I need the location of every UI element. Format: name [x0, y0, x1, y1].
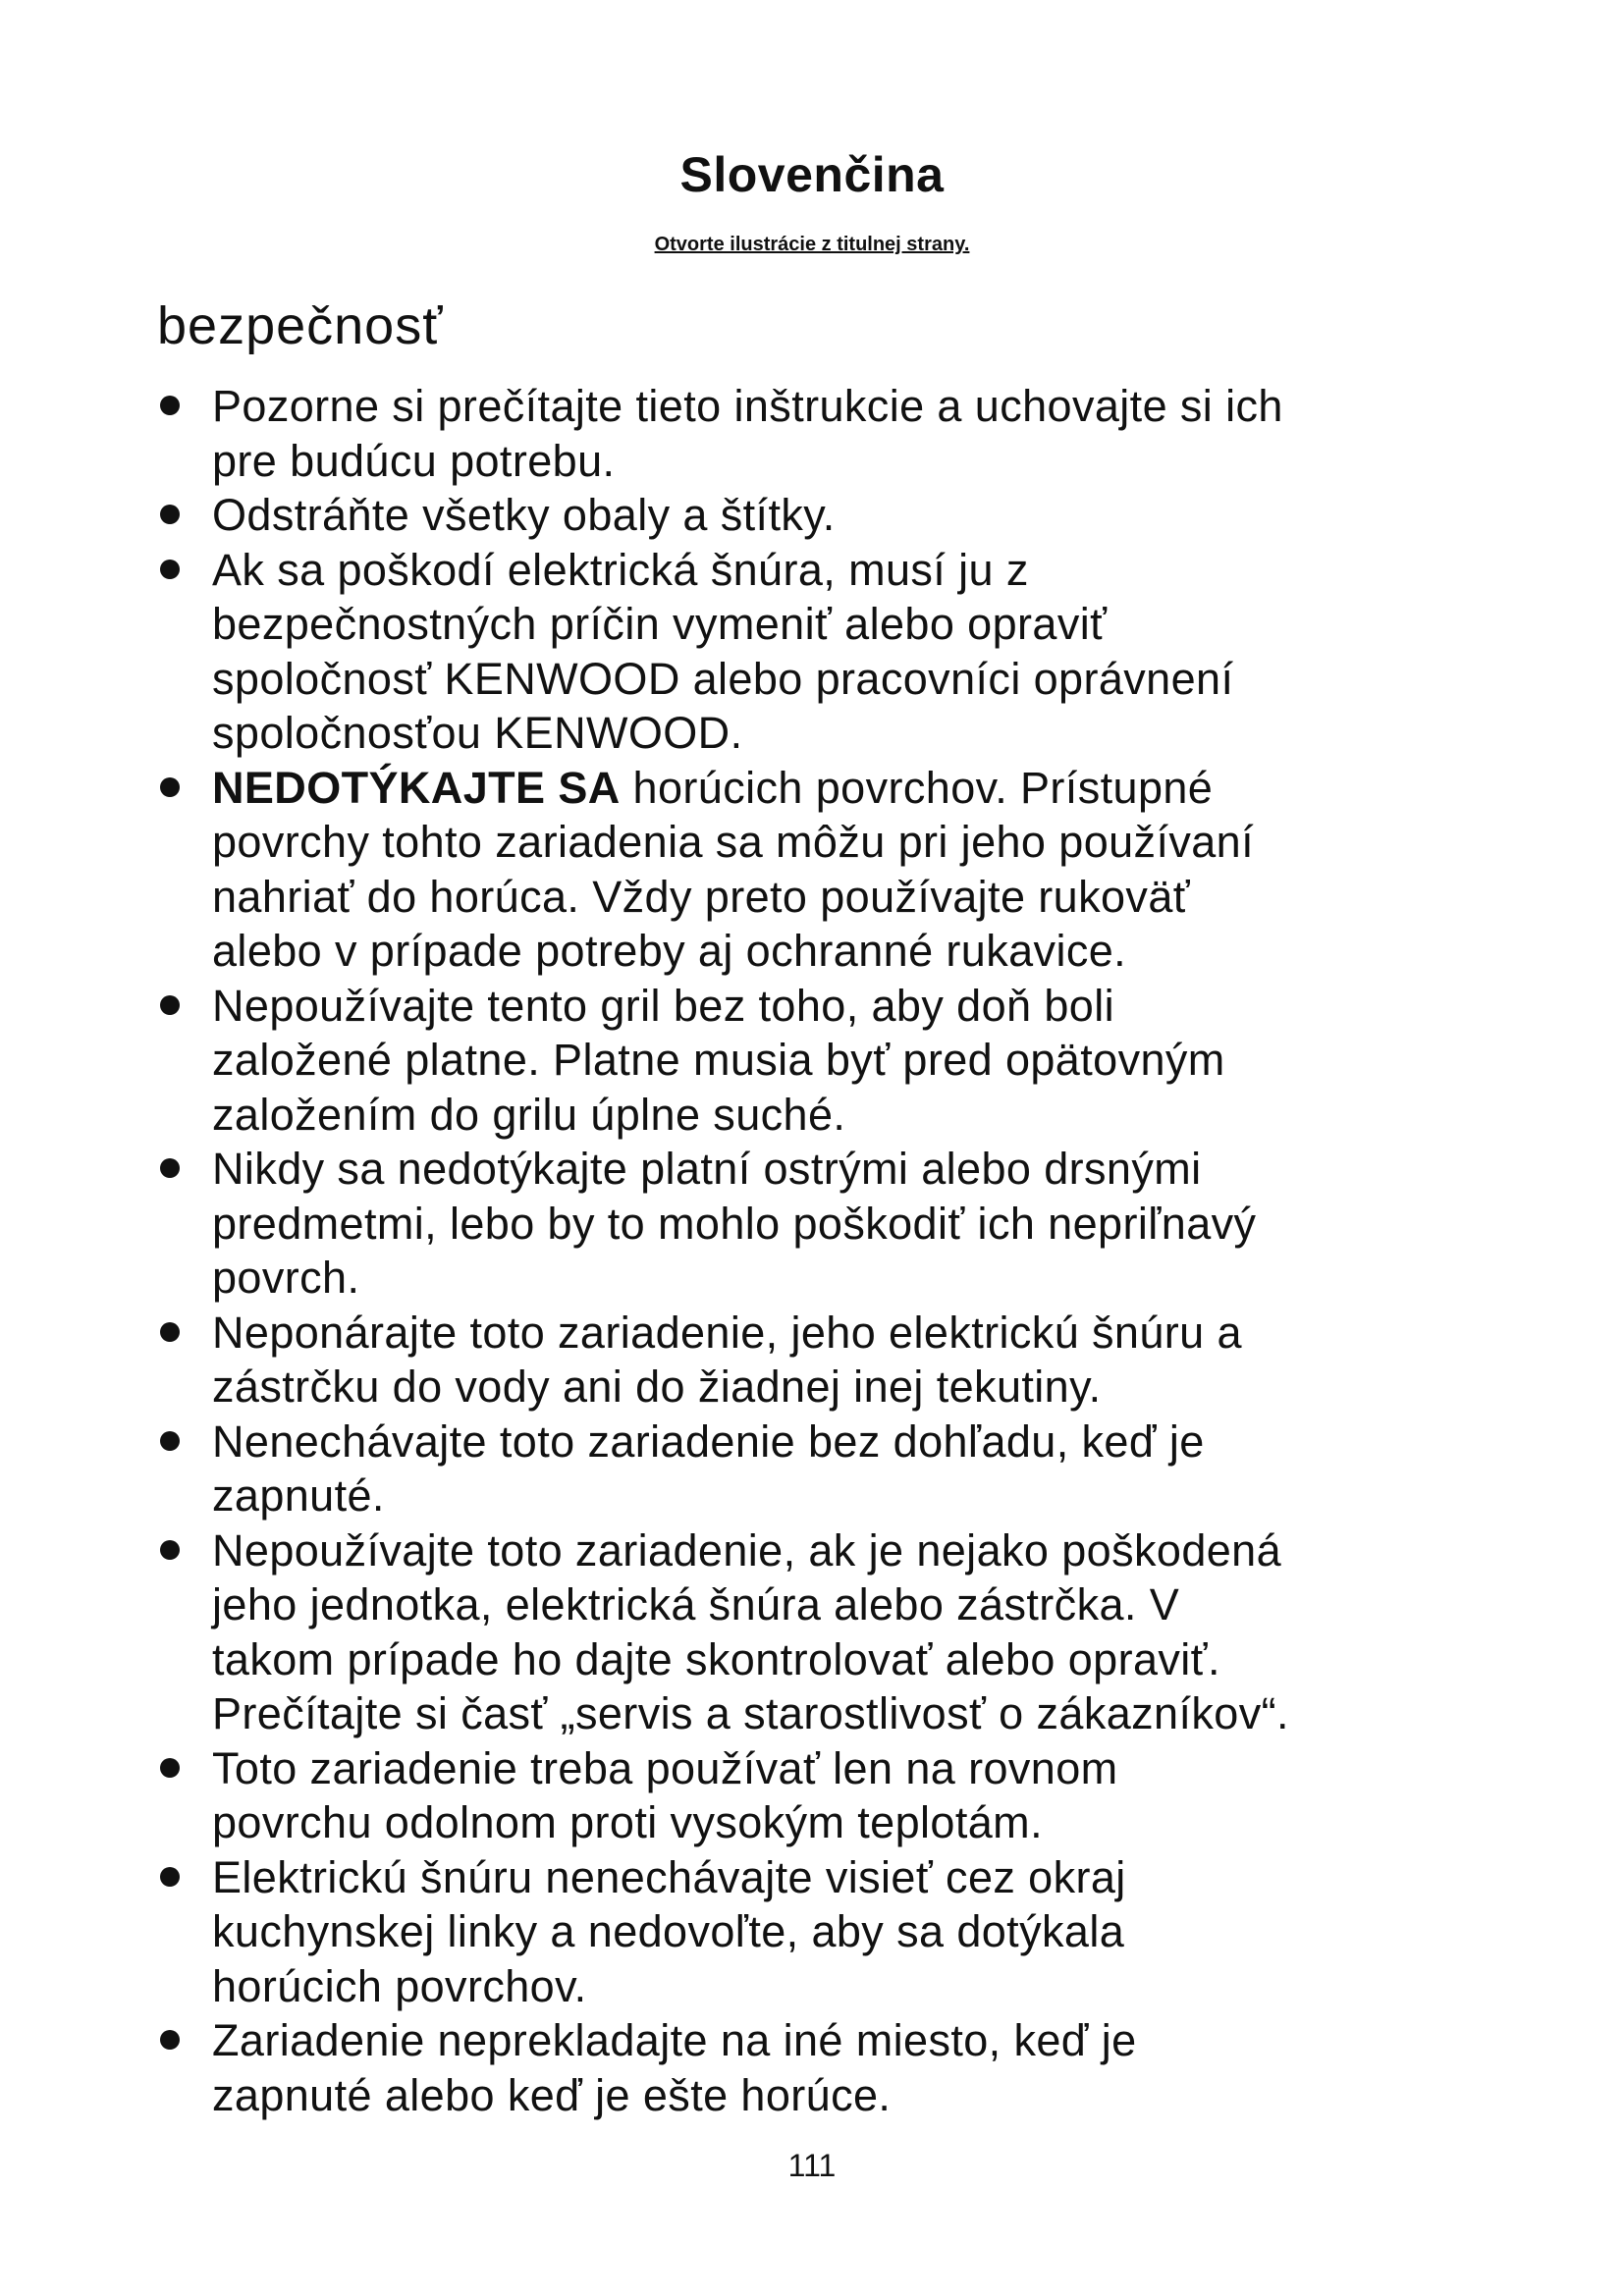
- bullet-icon: [160, 777, 180, 797]
- safety-item-text: [212, 1850, 1479, 2014]
- safety-item-body: horúcich povrchov. Prístupné povrchy tohto zariadenia sa môžu pri jeho používaní nahriať do horúca. Vždy preto používajte rukoväť alebo v prípade potreby aj ochranné rukavice.: [212, 762, 1255, 976]
- safety-item: [0, 761, 1479, 979]
- safety-item-body: Elektrickú šnúru nenechávajte visieť cez okraj kuchynskej linky a nedovoľte, aby sa dotýkala horúcich povrchov.: [212, 1851, 1126, 2011]
- safety-item-text: [212, 1142, 1479, 1306]
- safety-item-text: [212, 2013, 1479, 2122]
- safety-item-text: [212, 761, 1479, 979]
- safety-item-text: [212, 1741, 1479, 1850]
- safety-item-body: Zariadenie neprekladajte na iné miesto, keď je zapnuté alebo keď je ešte horúce.: [212, 2015, 1137, 2120]
- page-title: Slovenčina: [679, 147, 945, 202]
- bullet-icon: [160, 1431, 180, 1451]
- safety-item: [0, 1415, 1479, 1523]
- safety-item: [0, 1850, 1479, 2014]
- safety-item-body: Ak sa poškodí elektrická šnúra, musí ju z bezpečnostných príčin vymeniť alebo opraviť spoločnosť KENWOOD alebo pracovníci oprávnení spoločnosťou KENWOOD.: [212, 544, 1234, 758]
- safety-item-emphasis: NEDOTÝKAJTE SA: [212, 762, 621, 813]
- safety-item: [0, 379, 1479, 488]
- safety-item: [0, 1523, 1479, 1741]
- safety-item-body: Nenechávajte toto zariadenie bez dohľadu, keď je zapnuté.: [212, 1415, 1205, 1521]
- bullet-icon: [160, 2030, 180, 2050]
- bullet-icon: [160, 1322, 180, 1342]
- safety-item-text: [212, 543, 1479, 761]
- safety-item-body: Pozorne si prečítajte tieto inštrukcie a uchovajte si ich pre budúcu potrebu.: [212, 381, 1283, 486]
- safety-item-text: [212, 979, 1479, 1143]
- safety-item-body: Toto zariadenie treba používať len na rovnom povrchu odolnom proti vysokým teplotám.: [212, 1742, 1118, 1847]
- page-number: 111: [787, 2148, 837, 2183]
- safety-item-body: Neponárajte toto zariadenie, jeho elektrickú šnúru a zástrčku do vody ani do žiadnej inej tekutiny.: [212, 1307, 1242, 1412]
- bullet-icon: [160, 560, 180, 579]
- safety-item: [0, 979, 1479, 1143]
- safety-item-text: [212, 488, 1479, 543]
- bullet-icon: [160, 1158, 180, 1178]
- safety-item: [0, 1142, 1479, 1306]
- bullet-icon: [160, 1540, 180, 1560]
- bullet-icon: [160, 1758, 180, 1778]
- bullet-icon: [160, 505, 180, 524]
- safety-item: [0, 1306, 1479, 1415]
- safety-item-text: [212, 1306, 1479, 1415]
- bullet-icon: [160, 995, 180, 1015]
- safety-item: [0, 543, 1479, 761]
- safety-item-text: [212, 379, 1479, 488]
- bullet-icon: [160, 1867, 180, 1887]
- illustration-note: Otvorte ilustrácie z titulnej strany.: [654, 234, 970, 255]
- safety-item-body: Nepoužívajte tento gril bez toho, aby doň boli založené platne. Platne musia byť pred opätovným založením do grilu úplne suché.: [212, 980, 1225, 1140]
- safety-item: [0, 2013, 1479, 2122]
- safety-item-body: Odstráňte všetky obaly a štítky.: [212, 490, 836, 540]
- safety-item: [0, 1741, 1479, 1850]
- section-heading-safety: bezpečnosť: [157, 296, 444, 355]
- safety-item-text: [212, 1523, 1479, 1741]
- safety-item: [0, 488, 1479, 543]
- safety-item-text: [212, 1415, 1479, 1523]
- safety-list: [0, 379, 1479, 2122]
- bullet-icon: [160, 396, 180, 415]
- safety-item-body: Nepoužívajte toto zariadenie, ak je nejako poškodená jeho jednotka, elektrická šnúra alebo zástrčka. V takom prípade ho dajte skontrolovať alebo opraviť. Prečítajte si časť „servis a starostlivosť o zákazníkov“.: [212, 1524, 1289, 1738]
- safety-item-body: Nikdy sa nedotýkajte platní ostrými alebo drsnými predmetmi, lebo by to mohlo poškodiť ich nepriľnavý povrch.: [212, 1144, 1257, 1303]
